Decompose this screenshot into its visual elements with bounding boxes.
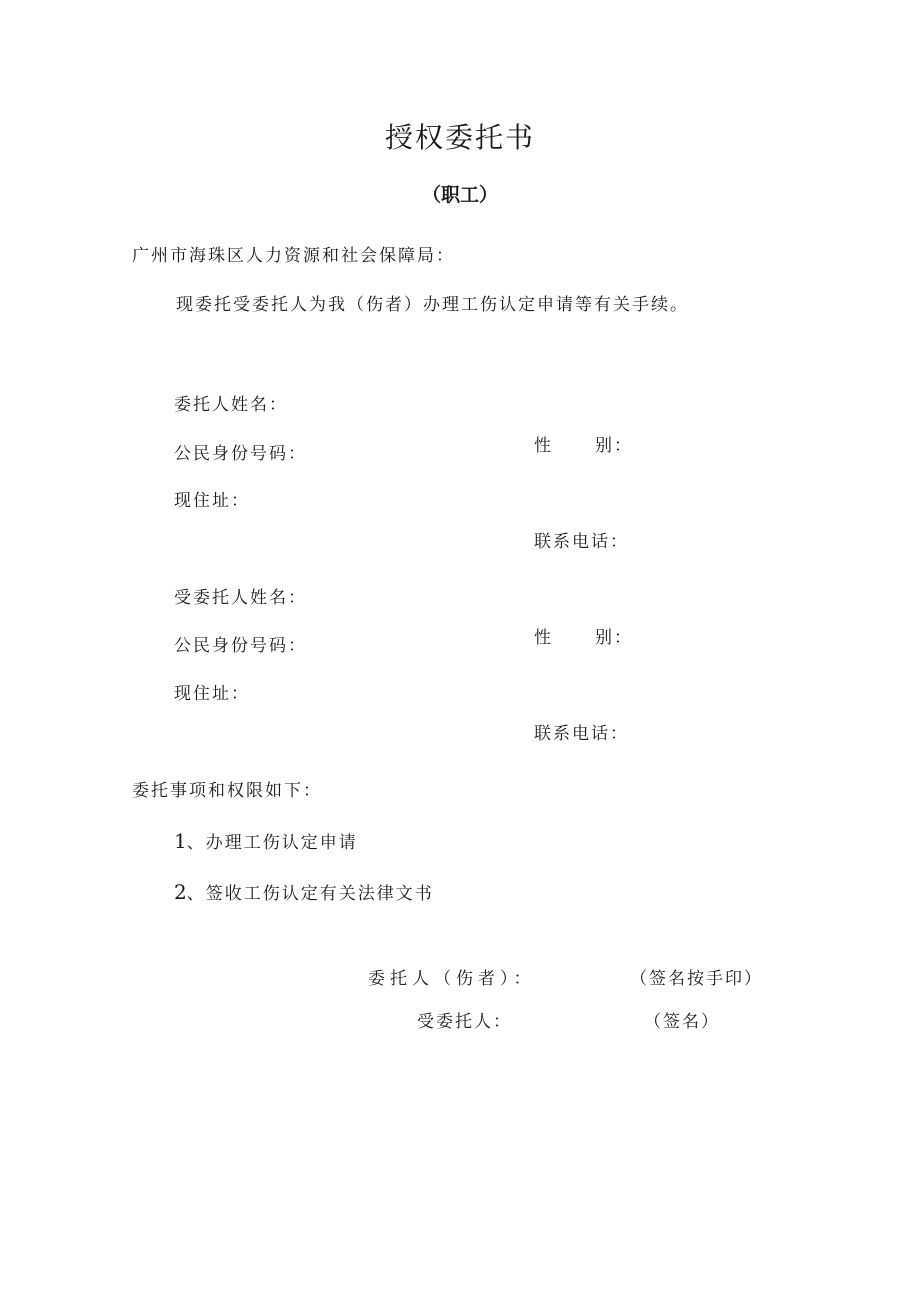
authority-item-text: 、签收工伤认定有关法律文书 bbox=[186, 884, 434, 904]
intro-paragraph: 现委托受委托人为我（伤者）办理工伤认定申请等有关手续。 bbox=[176, 295, 689, 315]
gender-label-part2: 别： bbox=[595, 628, 633, 648]
agent-address-label: 现住址： bbox=[174, 684, 250, 704]
authority-heading: 委托事项和权限如下： bbox=[132, 781, 322, 801]
authority-item-number: 2 bbox=[174, 880, 187, 904]
authority-item bbox=[174, 831, 358, 852]
principal-signature-hint: （签名按手印） bbox=[630, 969, 763, 989]
addressee-line: 广州市海珠区人力资源和社会保障局： bbox=[132, 246, 455, 266]
principal-address-label: 现住址： bbox=[174, 491, 250, 511]
authority-item bbox=[174, 882, 434, 903]
principal-phone-label: 联系电话： bbox=[534, 532, 629, 552]
agent-signature-label: 受委托人： bbox=[417, 1012, 512, 1032]
document-subtitle: （职工） bbox=[421, 184, 498, 206]
agent-name-label: 受委托人姓名： bbox=[174, 588, 307, 608]
principal-name-label: 委托人姓名： bbox=[174, 395, 288, 415]
agent-signature-hint: （签名） bbox=[644, 1012, 720, 1032]
gender-label-part1: 性 bbox=[534, 628, 553, 648]
gender-label-part2: 别： bbox=[595, 436, 633, 456]
agent-id-label: 公民身份号码： bbox=[174, 636, 307, 656]
principal-gender-label bbox=[534, 438, 633, 455]
principal-id-label: 公民身份号码： bbox=[174, 444, 307, 464]
gender-label-part1: 性 bbox=[534, 436, 553, 456]
authority-item-number: 1 bbox=[174, 829, 187, 853]
agent-phone-label: 联系电话： bbox=[534, 724, 629, 744]
document-title: 授权委托书 bbox=[384, 121, 535, 154]
principal-signature-label: 委托人（伤者）： bbox=[368, 969, 536, 989]
authority-item-text: 、办理工伤认定申请 bbox=[186, 833, 358, 853]
agent-gender-label bbox=[534, 630, 633, 647]
